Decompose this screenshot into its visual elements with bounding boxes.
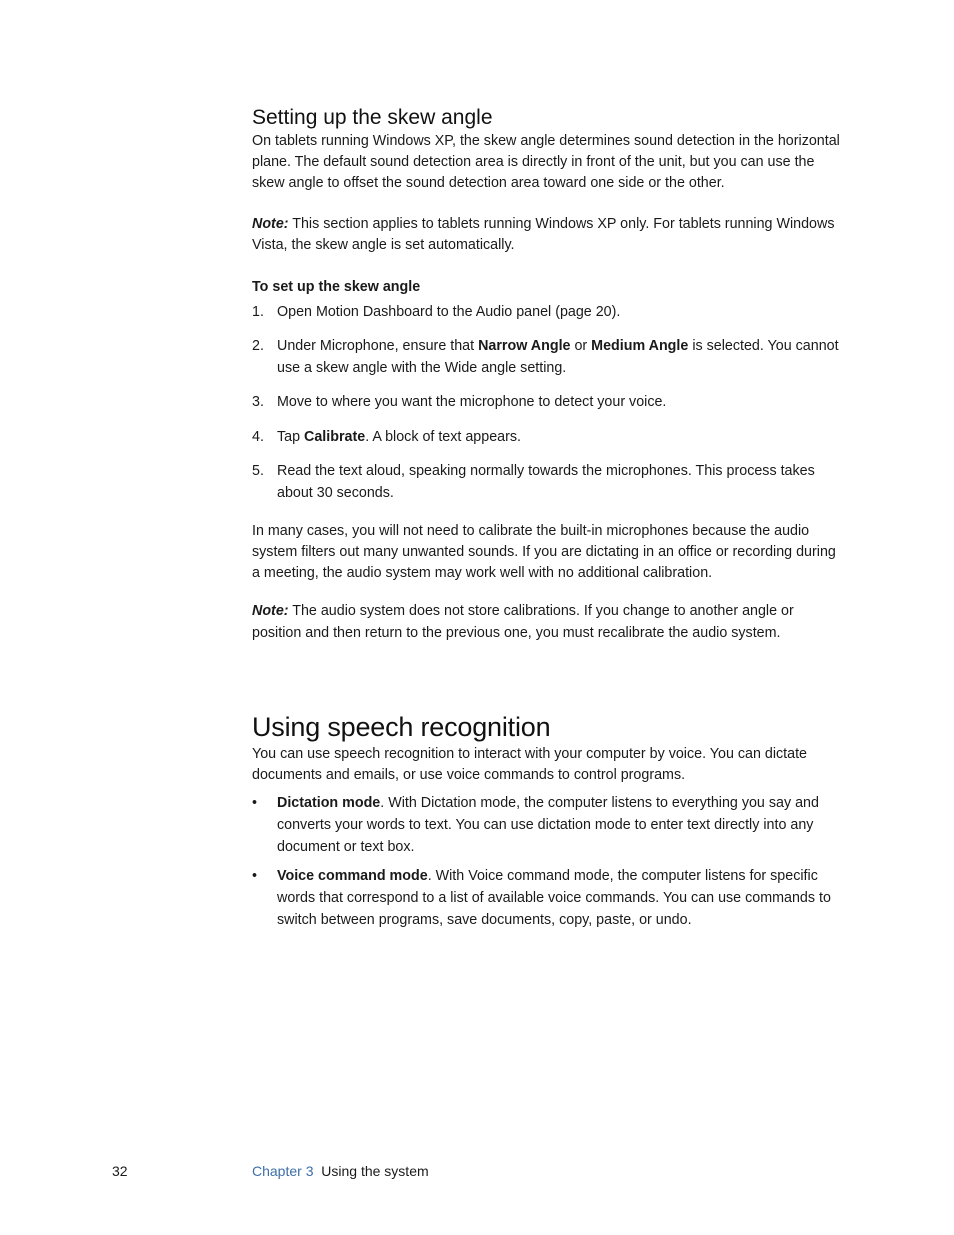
step-item bbox=[252, 301, 842, 323]
note-block bbox=[252, 214, 842, 256]
bullet-list-2 bbox=[252, 865, 842, 931]
step-number: 4. bbox=[252, 429, 264, 445]
step-text: . A block of text appears. bbox=[365, 429, 521, 445]
calibration-paragraph-block bbox=[252, 521, 842, 584]
page-title: Using speech recognition bbox=[252, 712, 551, 742]
section-skew-angle bbox=[252, 105, 842, 194]
note-label: Note: bbox=[252, 216, 289, 232]
step-bold: Calibrate bbox=[304, 429, 366, 445]
step-text: is selected. You cannot use a skew angle with the Wide angle setting. bbox=[277, 338, 839, 376]
step-text: or bbox=[570, 338, 592, 354]
step-bold: Medium Angle bbox=[591, 338, 689, 354]
note-paragraph bbox=[252, 214, 842, 256]
step-number: 1. bbox=[252, 304, 264, 320]
note-paragraph bbox=[252, 600, 842, 644]
list-item-term: Dictation mode bbox=[277, 795, 381, 811]
note-text: The audio system does not store calibrations. If you change to another angle or position and then return to the previous one, you must recalibrate the audio system. bbox=[252, 603, 794, 641]
step-number: 5. bbox=[252, 463, 264, 479]
steps-list-3 bbox=[252, 391, 842, 413]
procedure-title: To set up the skew angle bbox=[252, 279, 421, 295]
steps-list-5 bbox=[252, 460, 842, 504]
note-text: This section applies to tablets running Windows XP only. For tablets running Windows Vista, the skew angle is set automatically. bbox=[252, 216, 835, 253]
step-text: Open Motion Dashboard to the Audio panel (page 20). bbox=[277, 304, 621, 320]
step-item bbox=[252, 460, 842, 504]
list-item-text: . With Voice command mode, the computer listens for specific words that correspond to a list of available voice commands. You can use commands to switch between programs, save documents, copy, paste, or undo. bbox=[277, 868, 831, 928]
step-text: Under Microphone, ensure that bbox=[277, 338, 479, 354]
note-label: Note: bbox=[252, 603, 289, 619]
procedure bbox=[252, 277, 842, 298]
page-number: 32 bbox=[112, 1163, 128, 1179]
bullet-list bbox=[252, 792, 842, 858]
chapter-label: Chapter 3 bbox=[252, 1163, 314, 1179]
list-item bbox=[252, 792, 842, 858]
step-item bbox=[252, 391, 842, 413]
calibration-paragraph: In many cases, you will not need to calibrate the built-in microphones because the audio system filters out many unwanted sounds. If you are dictating in an office or recording during a meeting, the audio system may work well with no additional calibration. bbox=[252, 523, 836, 581]
steps-list-4 bbox=[252, 426, 842, 448]
step-number: 2. bbox=[252, 338, 264, 354]
list-item bbox=[252, 865, 842, 931]
steps-list-2 bbox=[252, 335, 842, 379]
step-text: Read the text aloud, speaking normally towards the microphones. This process takes about 30 seconds. bbox=[277, 463, 815, 501]
note-block-2 bbox=[252, 600, 842, 644]
step-number: 3. bbox=[252, 394, 264, 410]
chapter-title: Using the system bbox=[321, 1163, 429, 1179]
intro-paragraph: On tablets running Windows XP, the skew angle determines sound detection in the horizontal plane. The default sound detection area is directly in front of the unit, but you can use the skew angle to offset the sound detection area toward one side or the other. bbox=[252, 133, 840, 191]
list-item-term: Voice command mode bbox=[277, 868, 428, 884]
intro-paragraph: You can use speech recognition to interact with your computer by voice. You can dictate documents and emails, or use voice commands to control programs. bbox=[252, 746, 808, 783]
footer-chapter bbox=[252, 1161, 429, 1181]
section-heading: Setting up the skew angle bbox=[252, 106, 493, 129]
steps-list bbox=[252, 301, 842, 323]
bullet-icon: • bbox=[252, 795, 258, 811]
step-bold: Narrow Angle bbox=[478, 338, 571, 354]
step-text: Move to where you want the microphone to detect your voice. bbox=[277, 394, 667, 410]
step-text: Tap bbox=[277, 429, 305, 445]
section-speech-recognition bbox=[252, 711, 842, 786]
list-item-text: . With Dictation mode, the computer listens to everything you say and converts your words to text. You can use dictation mode to enter text directly into any document or text box. bbox=[277, 795, 819, 855]
step-item bbox=[252, 426, 842, 448]
step-item bbox=[252, 335, 842, 379]
bullet-icon: • bbox=[252, 868, 258, 884]
